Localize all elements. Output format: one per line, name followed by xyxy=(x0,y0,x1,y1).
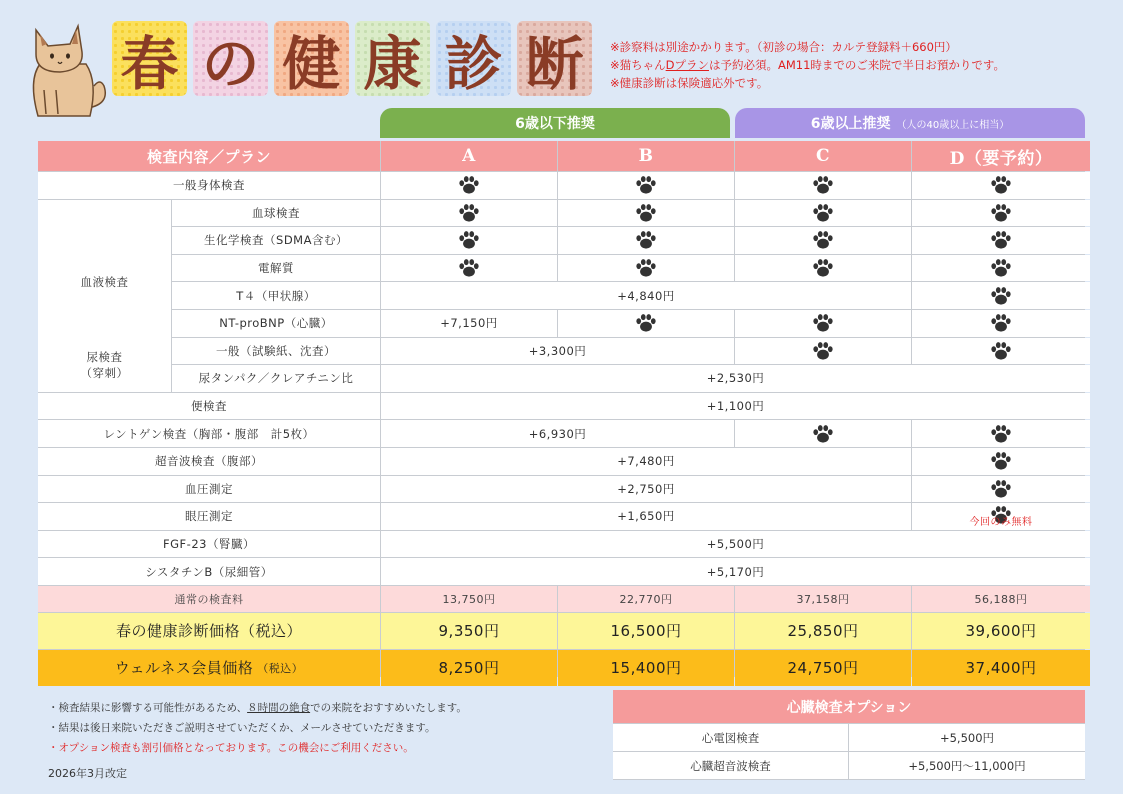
row-group-label xyxy=(38,338,171,392)
header-plan-a: A xyxy=(381,141,557,171)
title-char: 康 xyxy=(355,21,430,96)
option-price: +4,840円 xyxy=(381,282,911,309)
paw-icon xyxy=(912,255,1090,282)
spring-price-label: 春の健康診断価格（税込） xyxy=(38,613,380,649)
urine-sublabel: （穿刺） xyxy=(80,365,129,380)
row-label: 生化学検査（SDMA含む） xyxy=(172,227,380,254)
title-char: 診 xyxy=(436,21,511,96)
option-price: +5,500円 xyxy=(381,531,1090,558)
row-group-label: 血液検査 xyxy=(38,200,171,365)
row-label: 一般身体検査 xyxy=(38,172,380,199)
option-ecg-label: 心電図検査 xyxy=(613,724,848,751)
wellness-price-label xyxy=(38,650,380,686)
note-text: は予約必須。AM11時までのご来院で半日お預かりです。 xyxy=(709,58,1005,72)
group-sublabel: （人の40歳以上に相当） xyxy=(896,119,1010,131)
note-underline: ８時間の絶食 xyxy=(247,702,311,714)
option-title: 心臓検査オプション xyxy=(613,690,1085,723)
normal-price-label: 通常の検査料 xyxy=(38,586,380,612)
wellness-price-d: 37,400円 xyxy=(912,650,1090,686)
paw-icon xyxy=(912,282,1090,309)
note-line: ・オプション検査も割引価格となっております。この機会にご利用ください。 xyxy=(48,742,414,754)
free-badge: 今回のみ無料 xyxy=(969,516,1033,528)
note-text: での来院をおすすめいたします。 xyxy=(310,702,467,714)
paw-icon xyxy=(735,200,911,227)
title-char: 健 xyxy=(274,21,349,96)
option-ecg-price: +5,500円 xyxy=(849,724,1085,751)
row-label: 電解質 xyxy=(172,255,380,282)
option-price: +6,930円 xyxy=(381,420,734,447)
spring-price-b: 16,500円 xyxy=(558,613,734,649)
option-price: +5,170円 xyxy=(381,558,1090,585)
cat-illustration xyxy=(18,20,113,120)
row-label: T４（甲状腺） xyxy=(172,282,380,309)
paw-icon xyxy=(381,172,557,199)
bottom-notes xyxy=(48,698,467,758)
option-price: +7,480円 xyxy=(381,448,911,475)
paw-icon xyxy=(558,255,734,282)
row-label: 血球検査 xyxy=(172,200,380,227)
paw-icon xyxy=(558,172,734,199)
row-label: FGF-23（腎臓） xyxy=(38,531,380,558)
header-exam: 検査内容／プラン xyxy=(38,141,380,171)
note-underline: Dプラン xyxy=(665,58,709,72)
row-label: 眼圧測定 xyxy=(38,503,380,530)
normal-price-a: 13,750円 xyxy=(381,586,557,612)
note-line: ・結果は後日来院いただきご説明させていただくか、メールさせていただきます。 xyxy=(48,722,436,734)
paw-icon xyxy=(912,476,1090,503)
urine-label: 尿検査 xyxy=(86,349,123,364)
paw-icon xyxy=(912,227,1090,254)
group-under6 xyxy=(380,108,730,138)
note-line: ※健康診断は保険適応外です。 xyxy=(610,76,769,90)
note-text: ※猫ちゃん xyxy=(610,58,666,72)
wellness-price-b: 15,400円 xyxy=(558,650,734,686)
title-char: 断 xyxy=(517,21,592,96)
paw-icon xyxy=(912,200,1090,227)
paw-icon xyxy=(912,338,1090,365)
option-price: +2,530円 xyxy=(381,365,1090,392)
wellness-label-text: ウェルネス会員価格 xyxy=(114,659,254,678)
paw-icon xyxy=(558,227,734,254)
spring-price-d: 39,600円 xyxy=(912,613,1090,649)
header-plan-c: C xyxy=(735,141,911,171)
paw-icon xyxy=(912,503,1090,530)
option-price: +2,750円 xyxy=(381,476,911,503)
paw-icon xyxy=(381,227,557,254)
paw-icon xyxy=(735,338,911,365)
paw-icon xyxy=(735,255,911,282)
note-line xyxy=(48,698,467,718)
normal-price-b: 22,770円 xyxy=(558,586,734,612)
group-label: 6歳以下推奨 xyxy=(515,116,595,132)
row-label: 血圧測定 xyxy=(38,476,380,503)
group-label: 6歳以上推奨 xyxy=(810,116,891,132)
spring-price-c: 25,850円 xyxy=(735,613,911,649)
row-label: シスタチンB（尿細管） xyxy=(38,558,380,585)
note-text: ・検査結果に影響する可能性があるため、 xyxy=(48,702,248,714)
option-price: +1,650円 xyxy=(381,503,911,530)
paw-icon xyxy=(558,310,734,337)
paw-icon xyxy=(912,310,1090,337)
paw-icon xyxy=(912,172,1090,199)
title-char: 春 xyxy=(112,21,187,96)
header-notes xyxy=(610,38,1005,92)
option-price: +1,100円 xyxy=(381,393,1090,420)
paw-icon xyxy=(735,420,911,447)
note-line xyxy=(610,56,1005,74)
spring-price-a: 9,350円 xyxy=(381,613,557,649)
group-over6 xyxy=(735,108,1085,138)
wellness-price-a: 8,250円 xyxy=(381,650,557,686)
option-price: +7,150円 xyxy=(381,310,557,337)
paw-icon xyxy=(735,172,911,199)
paw-icon xyxy=(912,420,1090,447)
header-plan-d: D（要予約） xyxy=(912,141,1090,171)
option-price: +3,300円 xyxy=(381,338,734,365)
normal-price-c: 37,158円 xyxy=(735,586,911,612)
row-label: レントゲン検査（胸部・腹部 計5枚） xyxy=(38,420,380,447)
title-char: の xyxy=(193,21,268,96)
paw-icon xyxy=(912,448,1090,475)
row-label: 超音波検査（腹部） xyxy=(38,448,380,475)
paw-icon xyxy=(381,200,557,227)
exam-table xyxy=(38,141,1085,677)
row-label: 便検査 xyxy=(38,393,380,420)
header-plan-b: B xyxy=(558,141,734,171)
row-label: 一般（試験紙、沈査） xyxy=(172,338,380,365)
paw-icon xyxy=(381,255,557,282)
paw-icon xyxy=(735,310,911,337)
option-echo-price: +5,500円～11,000円 xyxy=(849,752,1085,779)
page-title xyxy=(112,21,592,96)
revision-date: 2026年3月改定 xyxy=(48,767,127,780)
row-label: 尿タンパク／クレアチニン比 xyxy=(172,365,380,392)
normal-price-d: 56,188円 xyxy=(912,586,1090,612)
heart-option-table xyxy=(613,690,1085,780)
wellness-label-sub: （税込） xyxy=(257,661,304,675)
row-label: NT-proBNP（心臓） xyxy=(172,310,380,337)
paw-icon xyxy=(558,200,734,227)
paw-icon xyxy=(735,227,911,254)
option-echo-label: 心臓超音波検査 xyxy=(613,752,848,779)
note-line: ※診察料は別途かかります。（初診の場合：カルテ登録料＋660円） xyxy=(610,40,957,54)
wellness-price-c: 24,750円 xyxy=(735,650,911,686)
